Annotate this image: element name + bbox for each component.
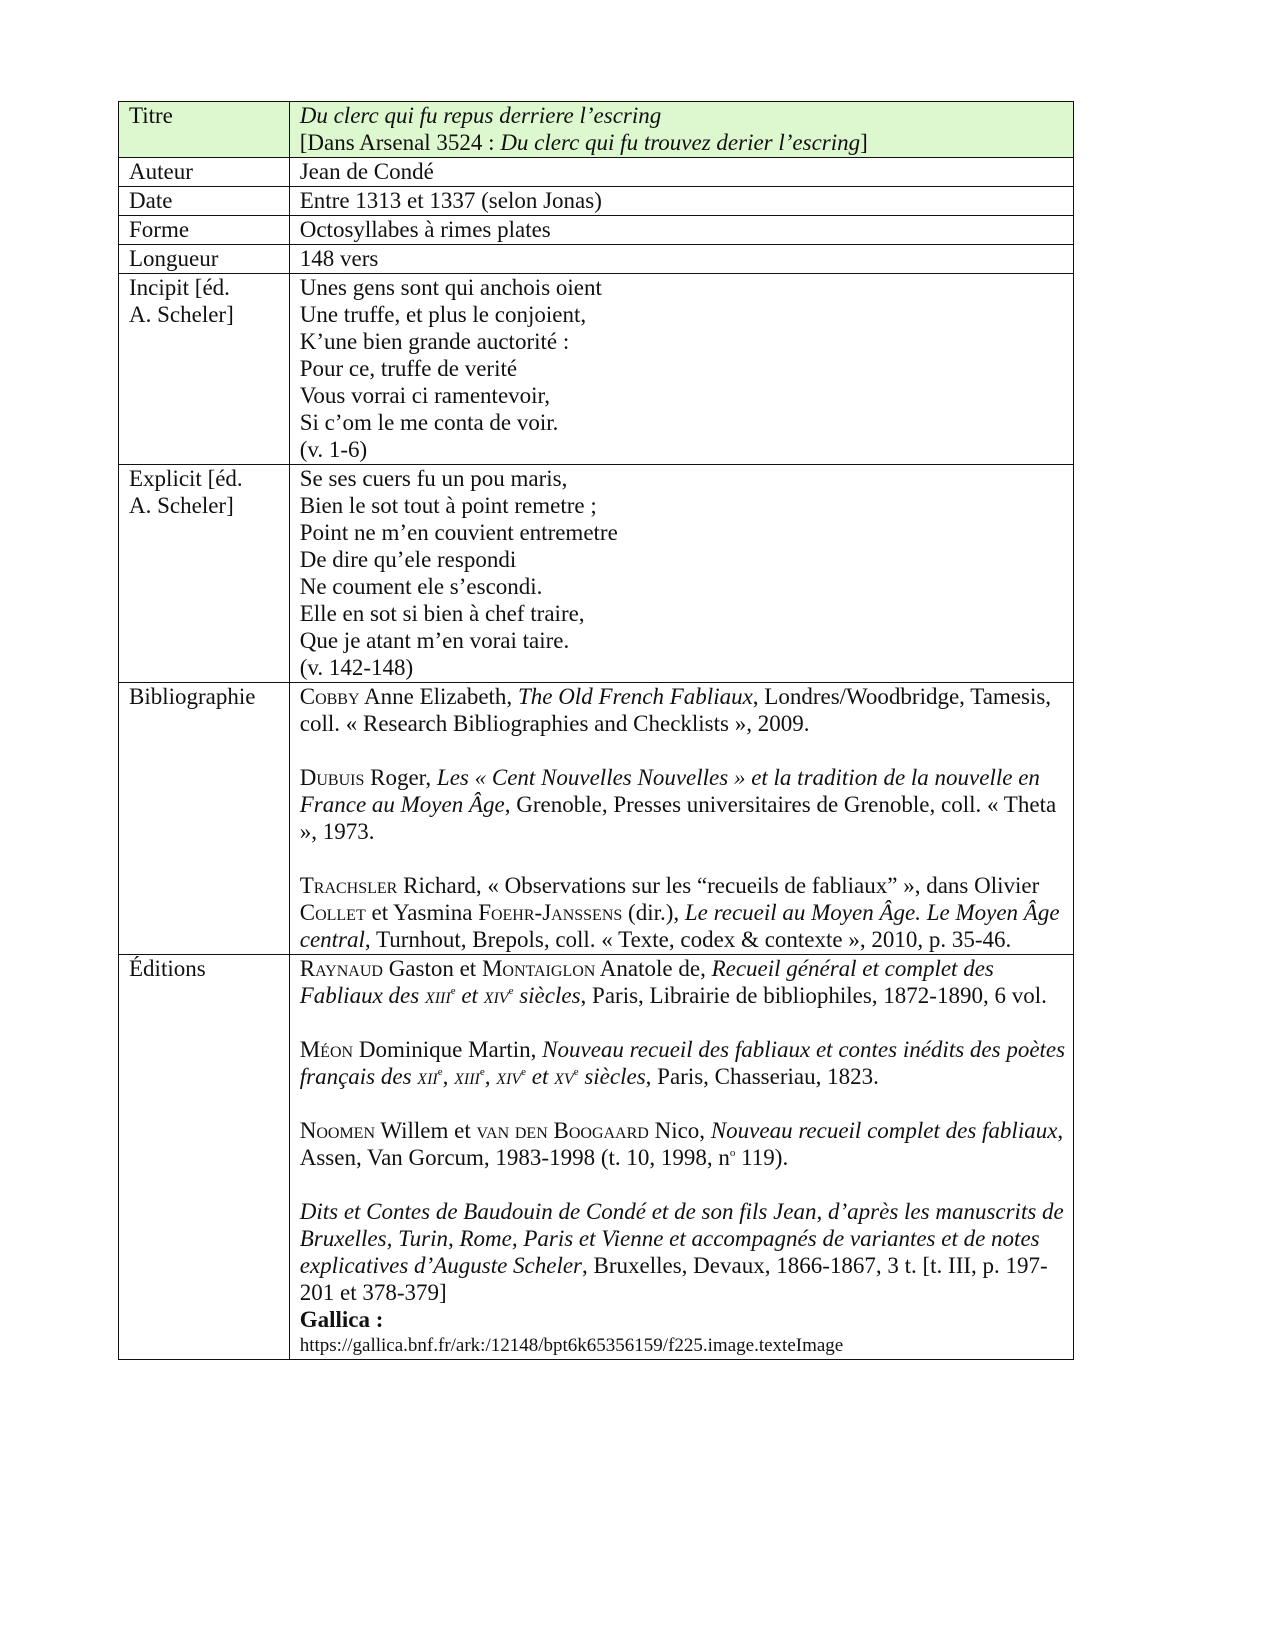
- label-auteur: Auteur: [119, 158, 290, 187]
- spacer: [300, 1090, 1073, 1117]
- sup-e: e: [573, 1066, 579, 1078]
- century: xiv: [483, 983, 509, 1008]
- bib-author: Dubuis: [299, 765, 365, 790]
- verse-line: Elle en sot si bien à chef traire,: [299, 601, 585, 626]
- ed-author: Raynaud: [299, 956, 383, 981]
- variant-title: [300, 129, 1073, 156]
- edition-entry: [300, 955, 1073, 1009]
- label-explicit-line: Explicit [éd.: [129, 466, 243, 491]
- century: xii: [417, 1064, 438, 1089]
- bib-author-rest: Richard, « Observations sur les “recueils de fabliaux” », dans Olivier: [397, 873, 1040, 898]
- ed-title-part: ,: [442, 1064, 455, 1089]
- variant-title-text: Du clerc qui fu trouvez derier l’escring: [500, 130, 861, 155]
- ed-title-part: ,: [484, 1064, 497, 1089]
- sup-e: e: [437, 1066, 443, 1078]
- bib-author-rest: Roger,: [364, 765, 437, 790]
- ed-author: Noomen: [299, 1118, 376, 1143]
- row-bibliographie: [119, 683, 1074, 955]
- ed-author: Méon: [299, 1037, 354, 1062]
- bib-author-rest: Anne Elizabeth,: [359, 684, 518, 709]
- bib-dir: (dir.),: [622, 900, 685, 925]
- sup-e: e: [450, 985, 456, 997]
- spacer: [300, 845, 1073, 872]
- notice-table: [118, 101, 1074, 1360]
- variant-prefix: [Dans Arsenal 3524 :: [299, 130, 501, 155]
- verse-line: Point ne m’en couvient entremetre: [299, 520, 618, 545]
- ed-author: Montaiglon: [481, 956, 596, 981]
- value-explicit: [289, 465, 1073, 683]
- label-forme: Forme: [119, 216, 290, 245]
- value-auteur: Jean de Condé: [289, 158, 1073, 187]
- gallica-link[interactable]: https://gallica.bnf.fr/ark:/12148/bpt6k65356159/f225.image.texteImage: [299, 1335, 844, 1356]
- verse-line: Une truffe, et plus le conjoient,: [299, 302, 587, 327]
- ed-after: Nico,: [648, 1118, 711, 1143]
- ed-after: Dominique Martin,: [353, 1037, 543, 1062]
- verse-line: Unes gens sont qui anchois oient: [299, 275, 602, 300]
- row-explicit: [119, 465, 1074, 683]
- sup-e: e: [508, 985, 514, 997]
- century: xiv: [496, 1064, 522, 1089]
- ed-title-part: et: [526, 1064, 555, 1089]
- bib-editor: Collet: [299, 900, 366, 925]
- ed-title-part: siècles: [578, 1064, 646, 1089]
- row-incipit: [119, 274, 1074, 465]
- value-forme: Octosyllabes à rimes plates: [289, 216, 1073, 245]
- verse-line: Que je atant m’en vorai taire.: [299, 628, 570, 653]
- verse-line: Pour ce, truffe de verité: [299, 356, 518, 381]
- ed-after: Anatole de,: [595, 956, 712, 981]
- value-bibliographie: [289, 683, 1073, 955]
- spacer: [300, 737, 1073, 764]
- ed-between: Willem et: [375, 1118, 477, 1143]
- ed-rest: , Bruxelles, Devaux, 1866-1867, 3 t. [t. III, p. 197-201 et 378-379]: [299, 1253, 1048, 1305]
- spacer: [300, 1171, 1073, 1198]
- ed-title-part: siècles: [513, 983, 581, 1008]
- edition-entry: [300, 1117, 1073, 1171]
- value-editions: [289, 955, 1073, 1360]
- ed-title-part: et: [455, 983, 484, 1008]
- verse-ref: (v. 142-148): [299, 655, 414, 680]
- label-explicit: [119, 465, 290, 683]
- ed-end: 119).: [735, 1145, 789, 1170]
- ed-title-part: Recueil général et complet des Fabliaux des: [299, 956, 994, 1008]
- value-incipit: [289, 274, 1073, 465]
- row-editions: [119, 955, 1074, 1360]
- bib-rest: , Turnhout, Brepols, coll. « Texte, codex & contexte », 2010, p. 35-46.: [364, 927, 1012, 952]
- label-editions: Éditions: [119, 955, 290, 1360]
- ed-rest: , Assen, Van Gorcum, 1983-1998 (t. 10, 1998, n: [299, 1118, 1064, 1170]
- verse-line: De dire qu’ele respondi: [299, 547, 517, 572]
- row-auteur: [119, 158, 1074, 187]
- label-incipit: [119, 274, 290, 465]
- bib-author: Trachsler: [299, 873, 398, 898]
- verse-line: Vous vorrai ci ramentevoir,: [299, 383, 551, 408]
- label-longueur: Longueur: [119, 245, 290, 274]
- ed-author: van den Boogaard: [476, 1118, 649, 1143]
- row-date: [119, 187, 1074, 216]
- bib-entry: [300, 872, 1073, 953]
- label-incipit-line: A. Scheler]: [129, 302, 234, 327]
- ed-title: Nouveau recueil complet des fabliaux: [710, 1118, 1058, 1143]
- main-title: Du clerc qui fu repus derriere l’escring: [299, 103, 662, 128]
- label-date: Date: [119, 187, 290, 216]
- sup-e: e: [479, 1066, 485, 1078]
- century: xiii: [424, 983, 451, 1008]
- value-titre: [289, 102, 1073, 158]
- verse-line: Se ses cuers fu un pou maris,: [299, 466, 568, 491]
- ed-rest: , Paris, Chasseriau, 1823.: [645, 1064, 879, 1089]
- row-titre: [119, 102, 1074, 158]
- bib-entry: [300, 764, 1073, 845]
- ed-between: Gaston et: [382, 956, 482, 981]
- century: xv: [554, 1064, 574, 1089]
- row-longueur: [119, 245, 1074, 274]
- verse-line: Si c’om le me conta de voir.: [299, 410, 559, 435]
- label-incipit-line: Incipit [éd.: [129, 275, 230, 300]
- bib-author: Cobby: [299, 684, 360, 709]
- bib-rest: , Londres/Woodbridge, Tamesis, coll. « Research Bibliographies and Checklists », 2009.: [299, 684, 1052, 736]
- ed-title-part: Nouveau recueil des fabliaux et contes inédits des poètes français des: [299, 1037, 1066, 1089]
- variant-suffix: ]: [860, 130, 868, 155]
- bib-title: Le recueil au Moyen Âge. Le Moyen Âge central: [299, 900, 1060, 952]
- bib-mid: et Yasmina: [365, 900, 479, 925]
- ed-rest: , Paris, Librairie de bibliophiles, 1872-1890, 6 vol.: [580, 983, 1047, 1008]
- value-longueur: 148 vers: [289, 245, 1073, 274]
- spacer: [300, 1009, 1073, 1036]
- row-forme: [119, 216, 1074, 245]
- value-date: Entre 1313 et 1337 (selon Jonas): [289, 187, 1073, 216]
- bib-rest: , Grenoble, Presses universitaires de Grenoble, coll. « Theta », 1973.: [299, 792, 1057, 844]
- bib-entry: [300, 683, 1073, 737]
- sup-e: e: [521, 1066, 527, 1078]
- label-explicit-line: A. Scheler]: [129, 493, 234, 518]
- verse-line: K’une bien grande auctorité :: [299, 329, 570, 354]
- label-titre: Titre: [119, 102, 290, 158]
- century: xiii: [454, 1064, 480, 1089]
- sup-o: o: [729, 1147, 736, 1159]
- verse-line: Bien le sot tout à point remetre ;: [299, 493, 597, 518]
- verse-ref: (v. 1-6): [299, 437, 368, 462]
- bib-editor: Foehr-Janssens: [478, 900, 623, 925]
- edition-entry: [300, 1036, 1073, 1090]
- verse-line: Ne coument ele s’escondi.: [299, 574, 543, 599]
- bib-title: The Old French Fabliaux: [517, 684, 753, 709]
- edition-entry: [300, 1198, 1073, 1306]
- ed-title: Dits et Contes de Baudouin de Condé et de son fils Jean, d’après les manuscrits de Bruxelles, Turin, Rome, Paris et Vienne et accompagnés de variantes et de notes explicatives d’Auguste Scheler: [299, 1199, 1064, 1278]
- bib-title: Les « Cent Nouvelles Nouvelles » et la tradition de la nouvelle en France au Moyen Âge: [299, 765, 1040, 817]
- gallica-label: Gallica :: [299, 1307, 384, 1332]
- label-bibliographie: Bibliographie: [119, 683, 290, 955]
